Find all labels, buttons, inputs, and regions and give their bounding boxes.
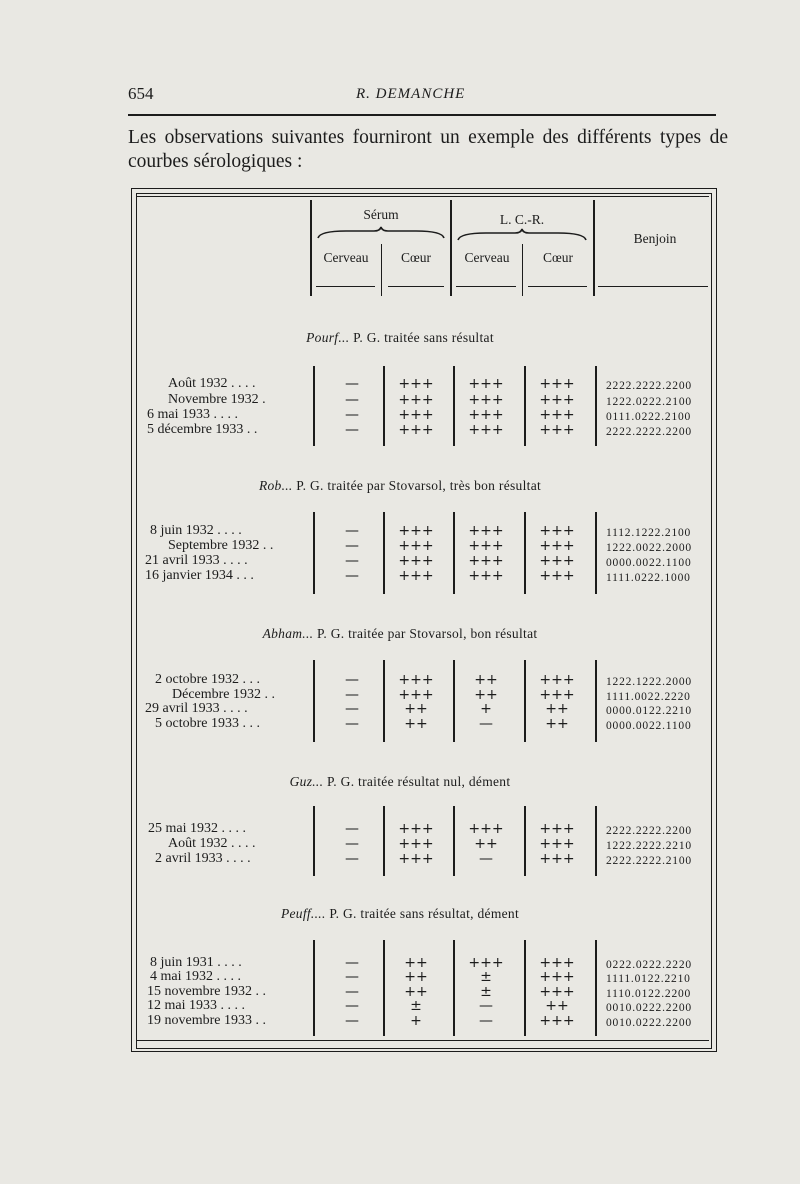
serum-coeur-cell: ± — [410, 998, 422, 1014]
column-rule — [595, 366, 597, 446]
row-date: Novembre 1932 . — [168, 392, 266, 407]
column-rule — [524, 660, 526, 742]
column-rule — [453, 806, 455, 876]
serum-cerveau-cell: — — [345, 523, 359, 539]
patient-name: Pourf... — [306, 330, 350, 345]
row-date: 4 mai 1932 . . . . — [150, 969, 241, 984]
column-rule — [383, 660, 385, 742]
group-title — [0, 330, 800, 346]
benjoin-value: 0111.0222.2100 — [606, 411, 692, 423]
group-description: P. G. traitée sans résultat, dément — [329, 906, 520, 921]
row-date: 5 octobre 1933 . . . — [155, 716, 260, 731]
lcr-coeur-cell: +++ — [539, 568, 575, 584]
serum-coeur-cell: +++ — [398, 568, 434, 584]
serum-coeur-cell: +++ — [398, 672, 434, 688]
group-description: P. G. traitée par Stovarsol, très bon résultat — [296, 478, 542, 493]
column-rule — [595, 512, 597, 594]
column-rule — [383, 512, 385, 594]
lcr-coeur-cell: +++ — [539, 376, 575, 392]
header-underline — [456, 286, 516, 287]
benjoin-value: 0000.0022.1100 — [606, 557, 692, 569]
serum-coeur-cell: ++ — [404, 969, 428, 985]
page-number: 654 — [128, 84, 154, 103]
lcr-coeur-cell: ++ — [545, 701, 569, 717]
patient-name: Guz... — [289, 774, 324, 789]
serum-cerveau-cell: — — [345, 821, 359, 837]
row-date: Décembre 1932 . . — [172, 687, 276, 702]
table-bottom-rule — [137, 1040, 709, 1041]
lcr-coeur-cell: +++ — [539, 672, 575, 688]
benjoin-value: 2222.2222.2200 — [606, 825, 692, 837]
serum-coeur-cell: ++ — [404, 984, 428, 1000]
lcr-coeur-cell: +++ — [539, 836, 575, 852]
patient-name: Abham... — [262, 626, 314, 641]
benjoin-value: 0010.0222.2200 — [606, 1017, 692, 1029]
lcr-cerveau-cell: +++ — [468, 538, 504, 554]
lcr-coeur-header: Cœur — [543, 250, 573, 265]
lcr-cerveau-cell: +++ — [468, 376, 504, 392]
running-title: R. DEMANCHE — [356, 86, 466, 102]
column-rule — [313, 806, 315, 876]
group-title — [0, 478, 800, 494]
benjoin-value: 0000.0022.1100 — [606, 720, 692, 732]
benjoin-value: 1112.1222.2100 — [606, 527, 692, 539]
serum-coeur-cell: + — [410, 1013, 422, 1029]
intro-paragraph: Les observations suivantes fourniront un exemple des différents types de courbes sérologiques : — [128, 127, 728, 172]
serum-cerveau-cell: — — [345, 376, 359, 392]
serum-coeur-cell: +++ — [398, 553, 434, 569]
column-rule — [524, 940, 526, 1036]
lcr-cerveau-cell: — — [479, 1013, 493, 1029]
column-rule — [595, 940, 597, 1036]
group-title — [0, 906, 800, 922]
lcr-cerveau-cell: +++ — [468, 553, 504, 569]
benjoin-value: 2222.2222.2200 — [606, 426, 692, 438]
group-description: P. G. traitée résultat nul, dément — [326, 774, 511, 789]
group-description: P. G. traitée sans résultat — [353, 330, 494, 345]
benjoin-value: 1111.0122.2210 — [606, 973, 691, 985]
lcr-cerveau-cell: — — [479, 998, 493, 1014]
row-date: 21 avril 1933 . . . . — [145, 553, 248, 568]
serum-cerveau-cell: — — [345, 969, 359, 985]
header-rule — [128, 114, 716, 116]
serum-cerveau-header: Cerveau — [323, 250, 369, 265]
column-rule — [313, 660, 315, 742]
benjoin-value: 2222.2222.2200 — [606, 380, 692, 392]
serum-coeur-cell: +++ — [398, 687, 434, 703]
serum-coeur-cell: +++ — [398, 538, 434, 554]
benjoin-value: 1222.0022.2000 — [606, 542, 692, 554]
lcr-cerveau-cell: +++ — [468, 407, 504, 423]
lcr-cerveau-cell: +++ — [468, 955, 504, 971]
column-rule — [524, 366, 526, 446]
lcr-cerveau-cell: +++ — [468, 392, 504, 408]
row-date: 5 décembre 1933 . . — [147, 422, 258, 437]
column-rule — [453, 940, 455, 1036]
group-title — [0, 626, 800, 642]
benjoin-value: 0222.0222.2220 — [606, 959, 692, 971]
benjoin-value: 1111.0222.1000 — [606, 572, 691, 584]
serum-coeur-cell: +++ — [398, 422, 434, 438]
lcr-cerveau-cell: ± — [480, 984, 492, 1000]
column-rule — [595, 806, 597, 876]
column-rule — [595, 660, 597, 742]
row-date: 2 avril 1933 . . . . — [155, 851, 251, 866]
row-date: 16 janvier 1934 . . . — [145, 568, 254, 583]
lcr-coeur-cell: +++ — [539, 851, 575, 867]
row-date: Août 1932 . . . . — [168, 836, 256, 851]
benjoin-value: 1222.2222.2210 — [606, 840, 692, 852]
lcr-coeur-cell: +++ — [539, 553, 575, 569]
serum-cerveau-cell: — — [345, 851, 359, 867]
serum-cerveau-cell: — — [345, 998, 359, 1014]
lcr-cerveau-cell: ++ — [474, 836, 498, 852]
lcr-coeur-cell: +++ — [539, 422, 575, 438]
row-date: 12 mai 1933 . . . . — [147, 998, 245, 1013]
serum-cerveau-cell: — — [345, 836, 359, 852]
patient-name: Peuff.... — [280, 906, 326, 921]
table-top-rule — [137, 196, 709, 197]
header-separator — [593, 200, 595, 296]
serum-coeur-cell: +++ — [398, 851, 434, 867]
column-rule — [313, 940, 315, 1036]
row-date: Septembre 1932 . . — [168, 538, 274, 553]
benjoin-value: 1222.0222.2100 — [606, 396, 692, 408]
lcr-coeur-cell: +++ — [539, 821, 575, 837]
serum-coeur-cell: ++ — [404, 955, 428, 971]
row-date: 6 mai 1933 . . . . — [147, 407, 238, 422]
lcr-cerveau-cell: +++ — [468, 821, 504, 837]
header-underline — [316, 286, 375, 287]
column-rule — [453, 512, 455, 594]
table-frame — [131, 188, 717, 1052]
column-rule — [383, 940, 385, 1036]
header-underline — [528, 286, 587, 287]
serum-coeur-cell: +++ — [398, 392, 434, 408]
serum-coeur-cell: +++ — [398, 376, 434, 392]
lcr-cerveau-cell: ++ — [474, 672, 498, 688]
serum-coeur-cell: ++ — [404, 701, 428, 717]
column-rule — [313, 512, 315, 594]
lcr-coeur-cell: +++ — [539, 1013, 575, 1029]
row-date: 15 novembre 1932 . . — [147, 984, 266, 999]
group-description: P. G. traitée par Stovarsol, bon résultat — [317, 626, 538, 641]
lcr-header: L. C.-R. — [499, 212, 545, 227]
column-rule — [453, 366, 455, 446]
serum-brace — [316, 226, 446, 240]
row-date: 8 juin 1931 . . . . — [150, 955, 242, 970]
lcr-coeur-cell: +++ — [539, 523, 575, 539]
serum-cerveau-cell: — — [345, 422, 359, 438]
header-underline — [388, 286, 444, 287]
serum-cerveau-cell: — — [345, 407, 359, 423]
serum-header: Sérum — [363, 207, 399, 222]
serum-cerveau-cell: — — [345, 716, 359, 732]
lcr-cerveau-cell: ++ — [474, 687, 498, 703]
serum-cerveau-cell: — — [345, 672, 359, 688]
lcr-cerveau-cell: +++ — [468, 422, 504, 438]
benjoin-header: Benjoin — [633, 231, 677, 246]
serum-coeur-cell: ++ — [404, 716, 428, 732]
row-date: 19 novembre 1933 . . — [147, 1013, 266, 1028]
lcr-cerveau-cell: ± — [480, 969, 492, 985]
patient-name: Rob... — [258, 478, 293, 493]
serum-cerveau-cell: — — [345, 1013, 359, 1029]
lcr-coeur-cell: +++ — [539, 392, 575, 408]
lcr-cerveau-header: Cerveau — [464, 250, 510, 265]
serum-coeur-header: Cœur — [401, 250, 431, 265]
row-date: 25 mai 1932 . . . . — [148, 821, 246, 836]
serum-cerveau-cell: — — [345, 538, 359, 554]
serum-cerveau-cell: — — [345, 568, 359, 584]
benjoin-value: 1222.1222.2000 — [606, 676, 692, 688]
row-date: 8 juin 1932 . . . . — [150, 523, 242, 538]
serum-coeur-cell: +++ — [398, 836, 434, 852]
row-date: Août 1932 . . . . — [168, 376, 256, 391]
serum-cerveau-cell: — — [345, 955, 359, 971]
benjoin-value: 0000.0122.2210 — [606, 705, 692, 717]
benjoin-value: 1111.0022.2220 — [606, 691, 691, 703]
serum-coeur-cell: +++ — [398, 523, 434, 539]
column-rule — [524, 512, 526, 594]
serum-cerveau-cell: — — [345, 687, 359, 703]
lcr-coeur-cell: +++ — [539, 969, 575, 985]
header-underline — [598, 286, 708, 287]
benjoin-value: 0010.0222.2200 — [606, 1002, 692, 1014]
lcr-coeur-cell: +++ — [539, 407, 575, 423]
column-rule — [313, 366, 315, 446]
lcr-cerveau-cell: +++ — [468, 523, 504, 539]
lcr-coeur-cell: +++ — [539, 687, 575, 703]
lcr-coeur-cell: ++ — [545, 998, 569, 1014]
row-date: 29 avril 1933 . . . . — [145, 701, 248, 716]
lcr-cerveau-cell: + — [480, 701, 492, 717]
lcr-coeur-cell: ++ — [545, 716, 569, 732]
group-title — [0, 774, 800, 790]
serum-cerveau-cell: — — [345, 984, 359, 1000]
column-rule — [383, 366, 385, 446]
column-rule — [524, 806, 526, 876]
benjoin-value: 2222.2222.2100 — [606, 855, 692, 867]
lcr-coeur-cell: +++ — [539, 955, 575, 971]
row-date: 2 octobre 1932 . . . — [155, 672, 260, 687]
benjoin-value: 1110.0122.2200 — [606, 988, 692, 1000]
lcr-brace — [456, 228, 588, 242]
lcr-cerveau-cell: — — [479, 851, 493, 867]
column-rule — [383, 806, 385, 876]
serum-coeur-cell: +++ — [398, 407, 434, 423]
serum-cerveau-cell: — — [345, 392, 359, 408]
serum-coeur-cell: +++ — [398, 821, 434, 837]
lcr-cerveau-cell: +++ — [468, 568, 504, 584]
lcr-cerveau-cell: — — [479, 716, 493, 732]
lcr-coeur-cell: +++ — [539, 538, 575, 554]
column-rule — [453, 660, 455, 742]
serum-cerveau-cell: — — [345, 701, 359, 717]
lcr-coeur-cell: +++ — [539, 984, 575, 1000]
serum-cerveau-cell: — — [345, 553, 359, 569]
